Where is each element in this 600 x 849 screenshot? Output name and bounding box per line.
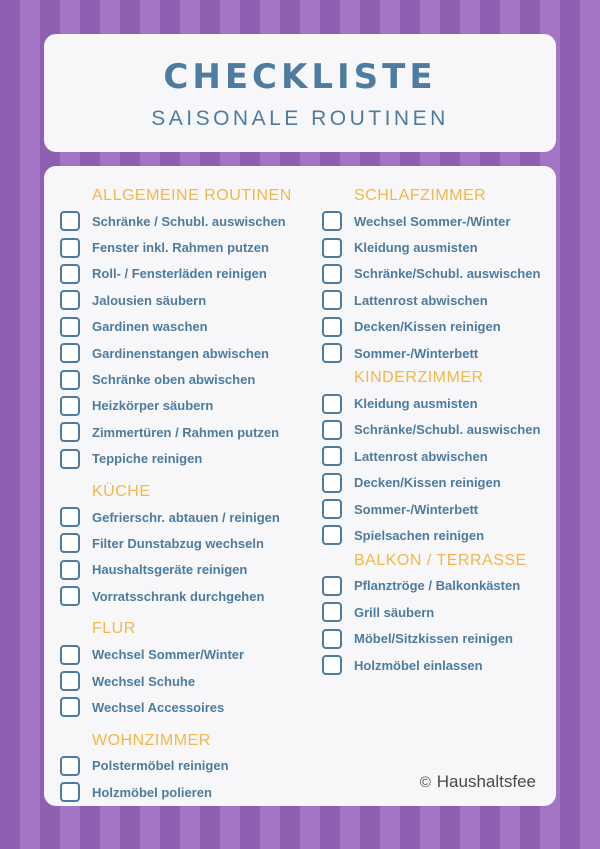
- checkbox[interactable]: [60, 586, 80, 606]
- checklist-item[interactable]: [322, 340, 552, 366]
- checkbox[interactable]: [322, 394, 342, 414]
- checkbox[interactable]: [60, 264, 80, 284]
- checklist-item-label: Teppiche reinigen: [92, 451, 203, 467]
- checklist-item-label: Wechsel Sommer/Winter: [92, 647, 245, 663]
- checkbox[interactable]: [322, 420, 342, 440]
- checklist-item[interactable]: [322, 652, 552, 678]
- section-flur: [60, 617, 308, 720]
- checkbox[interactable]: [322, 473, 342, 493]
- checkbox[interactable]: [60, 560, 80, 580]
- title-card: [44, 34, 556, 152]
- brand-logo-text: Haushaltsfee: [436, 772, 536, 791]
- checklist-item-label: Wechsel Accessoires: [92, 699, 225, 715]
- checklist-item[interactable]: [60, 393, 308, 419]
- checklist-item[interactable]: [322, 390, 552, 416]
- checklist-item[interactable]: [60, 261, 308, 287]
- checklist-item[interactable]: [60, 694, 308, 720]
- section-wohnzimmer: [60, 729, 308, 806]
- page-title: CHECKLISTE: [163, 57, 437, 97]
- checklist-item[interactable]: [60, 366, 308, 392]
- brand-footer: [420, 772, 536, 792]
- checklist-item[interactable]: [60, 641, 308, 667]
- checklist-item[interactable]: [60, 583, 308, 609]
- checklist-item-label: Pflanztröge / Balkonkästen: [354, 578, 521, 594]
- checklist-item[interactable]: [60, 668, 308, 694]
- checkbox[interactable]: [322, 629, 342, 649]
- checkbox[interactable]: [322, 525, 342, 545]
- checklist-item-label: Kleidung ausmisten: [354, 240, 478, 256]
- checkbox[interactable]: [60, 756, 80, 776]
- section-allgemeine-routinen: [60, 184, 308, 472]
- checklist-item-label: Heizkörper säubern: [92, 398, 214, 414]
- section-title: WOHNZIMMER: [92, 731, 211, 749]
- checklist-item[interactable]: [60, 234, 308, 260]
- section-balkon-terrasse: [322, 549, 552, 679]
- checklist-item[interactable]: [322, 573, 552, 599]
- checklist-item-label: Gefrierschr. abtauen / reinigen: [92, 509, 280, 525]
- checkbox[interactable]: [322, 576, 342, 596]
- checklist-item-label: Grill säubern: [354, 604, 435, 620]
- checklist-item[interactable]: [322, 625, 552, 651]
- checklist-item[interactable]: [322, 443, 552, 469]
- checkbox[interactable]: [60, 211, 80, 231]
- page-subtitle: SAISONALE ROUTINEN: [151, 107, 449, 130]
- checklist-item[interactable]: [60, 504, 308, 530]
- checklist-item-label: Schränke oben abwischen: [92, 372, 256, 388]
- checkbox[interactable]: [322, 211, 342, 231]
- checklist-item[interactable]: [60, 314, 308, 340]
- checklist-item-label: Zimmertüren / Rahmen putzen: [92, 424, 280, 440]
- checklist-item[interactable]: [322, 522, 552, 548]
- checklist-item-label: Möbel/Sitzkissen reinigen: [354, 631, 513, 647]
- checklist-item-label: Schränke / Schubl. auswischen: [92, 213, 286, 229]
- checklist-item[interactable]: [322, 496, 552, 522]
- checklist-item-label: Spielsachen reinigen: [354, 527, 485, 543]
- left-column: [60, 184, 308, 805]
- checklist-item[interactable]: [60, 340, 308, 366]
- checkbox[interactable]: [322, 446, 342, 466]
- checkbox[interactable]: [322, 290, 342, 310]
- checklist-item[interactable]: [322, 234, 552, 260]
- checklist-item-label: Kleidung ausmisten: [354, 396, 478, 412]
- checklist-card: [44, 166, 556, 806]
- checklist-item-label: Gardinenstangen abwischen: [92, 345, 269, 361]
- checklist-item-label: Roll- / Fensterläden reinigen: [92, 266, 267, 282]
- checkbox[interactable]: [322, 238, 342, 258]
- checklist-item[interactable]: [322, 470, 552, 496]
- checklist-item-label: Polstermöbel reinigen: [92, 758, 229, 774]
- checkbox[interactable]: [60, 317, 80, 337]
- checklist-item-label: Lattenrost abwischen: [354, 292, 488, 308]
- checkbox[interactable]: [60, 782, 80, 802]
- section-title: SCHLAFZIMMER: [354, 187, 487, 204]
- checklist-item[interactable]: [322, 287, 552, 313]
- checkbox[interactable]: [60, 396, 80, 416]
- checklist-item-label: Sommer-/Winterbett: [354, 345, 479, 361]
- section-title: KINDERZIMMER: [354, 369, 484, 387]
- checklist-item-label: Holzmöbel polieren: [92, 784, 212, 800]
- checkbox[interactable]: [322, 602, 342, 622]
- checklist-item-label: Schränke/Schubl. auswischen: [354, 266, 541, 282]
- checkbox[interactable]: [60, 533, 80, 553]
- checkbox[interactable]: [60, 238, 80, 258]
- checkbox[interactable]: [322, 264, 342, 284]
- checklist-item-label: Decken/Kissen reinigen: [354, 475, 501, 491]
- checklist-item-label: Wechsel Sommer-/Winter: [354, 213, 511, 229]
- checklist-item[interactable]: [60, 530, 308, 556]
- section-schlafzimmer: [322, 184, 552, 366]
- checkbox[interactable]: [322, 499, 342, 519]
- checklist-item[interactable]: [60, 419, 308, 445]
- checkbox[interactable]: [60, 645, 80, 665]
- right-column: [322, 184, 552, 678]
- section-title: ALLGEMEINE ROUTINEN: [92, 187, 292, 204]
- checklist-item[interactable]: [60, 779, 308, 805]
- section-title: BALKON / TERRASSE: [354, 551, 527, 569]
- checkbox[interactable]: [60, 697, 80, 717]
- checklist-item-label: Jalousien säubern: [92, 292, 207, 308]
- section-kinderzimmer: [322, 366, 552, 548]
- checklist-item[interactable]: [60, 208, 308, 234]
- checkbox[interactable]: [60, 370, 80, 390]
- checkbox[interactable]: [60, 449, 80, 469]
- checklist-item-label: Holzmöbel einlassen: [354, 657, 483, 673]
- checklist-item-label: Filter Dunstabzug wechseln: [92, 535, 264, 551]
- checklist-item-label: Gardinen waschen: [92, 319, 208, 335]
- section-kueche: [60, 480, 308, 610]
- checkbox[interactable]: [60, 422, 80, 442]
- checklist-item-label: Schränke/Schubl. auswischen: [354, 422, 541, 438]
- checkbox[interactable]: [60, 343, 80, 363]
- checklist-item[interactable]: [322, 314, 552, 340]
- checklist-item[interactable]: [322, 417, 552, 443]
- checklist-item[interactable]: [60, 446, 308, 472]
- checklist-item-label: Decken/Kissen reinigen: [354, 319, 501, 335]
- checklist-item-label: Sommer-/Winterbett: [354, 501, 479, 517]
- checklist-item-label: Vorratsschrank durchgehen: [92, 588, 265, 604]
- section-title: KÜCHE: [92, 482, 151, 500]
- checklist-item[interactable]: [60, 557, 308, 583]
- section-title: FLUR: [92, 620, 136, 638]
- checkbox[interactable]: [60, 671, 80, 691]
- checklist-item-label: Wechsel Schuhe: [92, 673, 196, 689]
- checklist-item-label: Fenster inkl. Rahmen putzen: [92, 240, 269, 256]
- checkbox[interactable]: [322, 655, 342, 675]
- checklist-item[interactable]: [60, 287, 308, 313]
- checklist-item[interactable]: [322, 599, 552, 625]
- checklist-item-label: Haushaltsgeräte reinigen: [92, 562, 248, 578]
- copyright-symbol: ©: [419, 774, 431, 791]
- checkbox[interactable]: [60, 507, 80, 527]
- checklist-item[interactable]: [60, 753, 308, 779]
- checklist-item-label: Lattenrost abwischen: [354, 448, 488, 464]
- checkbox[interactable]: [322, 317, 342, 337]
- checkbox[interactable]: [60, 290, 80, 310]
- checkbox[interactable]: [322, 343, 342, 363]
- checklist-item[interactable]: [322, 261, 552, 287]
- checklist-item[interactable]: [322, 208, 552, 234]
